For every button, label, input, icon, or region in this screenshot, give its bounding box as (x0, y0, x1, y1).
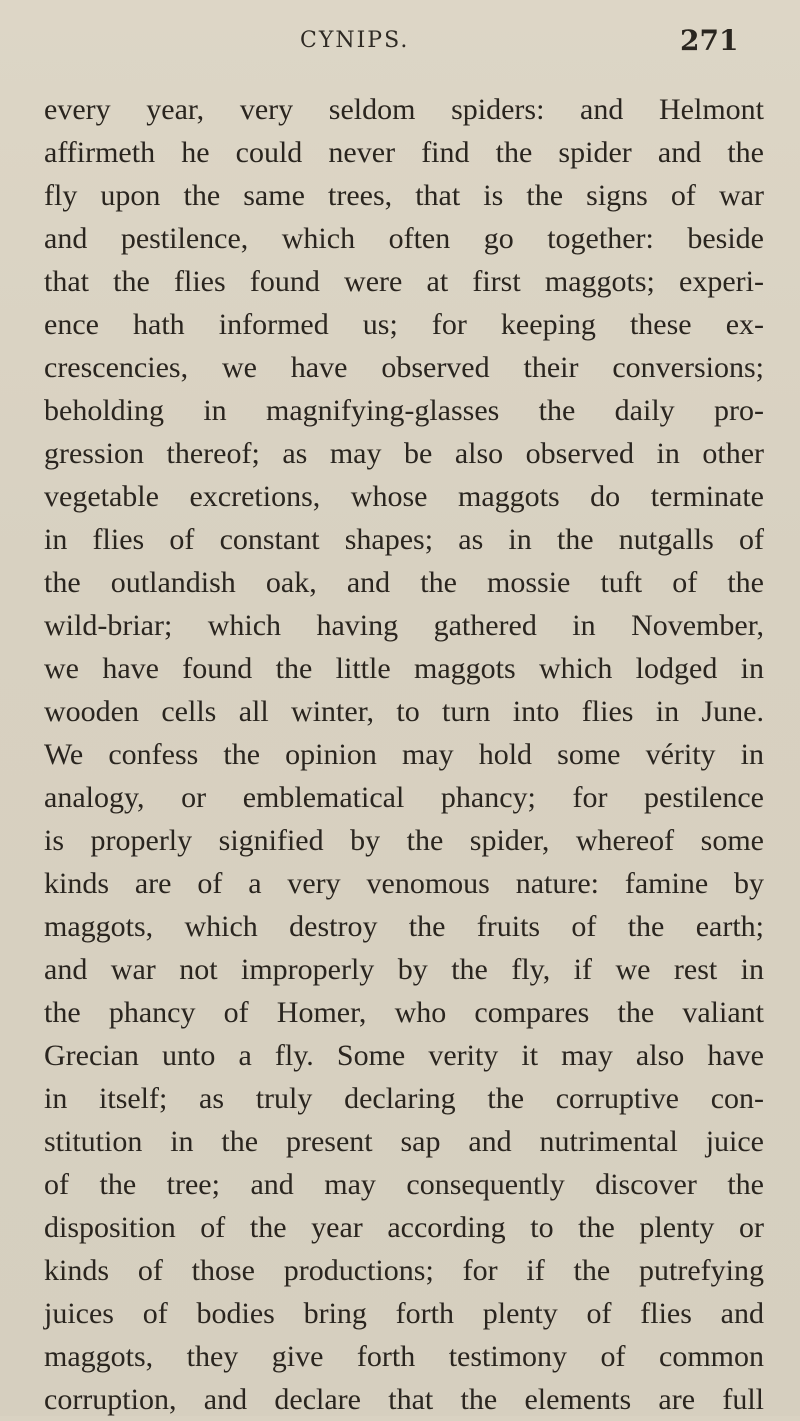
text-line: we have found the little maggots which lodged in (44, 652, 764, 685)
text-line: gression thereof; as may be also observed in other (44, 437, 764, 470)
text-line: disposition of the year according to the plenty or (44, 1211, 764, 1244)
text-line: that the flies found were at first maggots; experi- (44, 265, 764, 298)
text-line: in flies of constant shapes; as in the nutgalls of (44, 523, 764, 556)
body-text (44, 88, 764, 1421)
text-line: every year, very seldom spiders: and Helmont (44, 93, 764, 126)
text-line: kinds are of a very venomous nature: famine by (44, 867, 764, 900)
text-line: ence hath informed us; for keeping these ex- (44, 308, 764, 341)
text-line: the phancy of Homer, who compares the valiant (44, 996, 764, 1029)
text-line: analogy, or emblematical phancy; for pestilence (44, 781, 764, 814)
text-line: of the tree; and may consequently discover the (44, 1168, 764, 1201)
text-line: juices of bodies bring forth plenty of flies and (44, 1297, 764, 1330)
text-line: maggots, which destroy the fruits of the earth; (44, 910, 764, 943)
text-line: crescencies, we have observed their conversions; (44, 351, 764, 384)
text-line: kinds of those productions; for if the putrefying (44, 1254, 764, 1287)
text-line: and pestilence, which often go together: beside (44, 222, 764, 255)
text-line: Grecian unto a fly. Some verity it may also have (44, 1039, 764, 1072)
text-line: wooden cells all winter, to turn into flies in June. (44, 695, 764, 728)
text-line: the outlandish oak, and the mossie tuft of the (44, 566, 764, 599)
text-line: We confess the opinion may hold some vérity in (44, 738, 764, 771)
text-line: corruption, and declare that the elements are full (44, 1383, 764, 1416)
text-line: is properly signified by the spider, whereof some (44, 824, 764, 857)
running-title: CYNIPS. (300, 28, 410, 53)
page-number: 271 (680, 24, 739, 57)
text-line: affirmeth he could never find the spider and the (44, 136, 764, 169)
text-line: in itself; as truly declaring the corruptive con- (44, 1082, 764, 1115)
text-line: maggots, they give forth testimony of common (44, 1340, 764, 1373)
text-line: wild-briar; which having gathered in November, (44, 609, 764, 642)
text-line: beholding in magnifying-glasses the daily pro- (44, 394, 764, 427)
text-line: vegetable excretions, whose maggots do terminate (44, 480, 764, 513)
text-line: stitution in the present sap and nutrimental juice (44, 1125, 764, 1158)
text-line: fly upon the same trees, that is the signs of war (44, 179, 764, 212)
running-head (0, 24, 800, 64)
text-line: and war not improperly by the fly, if we rest in (44, 953, 764, 986)
